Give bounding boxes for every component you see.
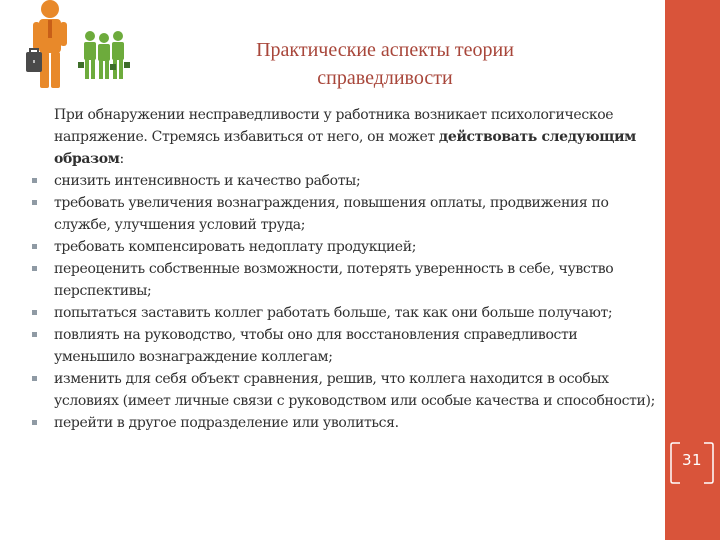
square-bullet-icon	[32, 200, 37, 205]
leader-figure	[33, 0, 67, 88]
team-figures	[84, 31, 124, 79]
list-item-text: снизить интенсивность и качество работы;	[54, 173, 361, 189]
list-item-text: требовать увеличения вознаграждения, повышения оплаты, продвижения по службе, улучшения условий труда;	[54, 195, 609, 233]
square-bullet-icon	[32, 266, 37, 271]
title-line-1: Практические аспекты теории	[256, 39, 514, 61]
slide-title	[175, 36, 595, 92]
bullet-list	[30, 170, 662, 434]
list-item-text: изменить для себя объект сравнения, решив, что коллега находится в особых условиях (имеет личные связи с руководством или особые качества и способности);	[54, 371, 655, 409]
square-bullet-icon	[32, 178, 37, 183]
square-bullet-icon	[32, 376, 37, 381]
page-number: 31	[681, 451, 703, 469]
slide-body	[30, 104, 662, 434]
list-item-text: переоценить собственные возможности, потерять уверенность в себе, чувство перспективы;	[54, 261, 614, 299]
square-bullet-icon	[32, 310, 37, 315]
list-item	[30, 302, 662, 324]
list-item	[30, 170, 662, 192]
intro-paragraph	[54, 104, 662, 170]
businessman-team-icon	[24, 0, 134, 92]
list-item	[30, 412, 662, 434]
title-line-2: справедливости	[317, 67, 453, 89]
square-bullet-icon	[32, 420, 37, 425]
briefcase-icon	[26, 49, 42, 72]
intro-text: При обнаружении несправедливости у работника возникает психологическое напряжение. Стремясь избавиться от него, он может	[54, 107, 614, 145]
intro-emphasis: действовать следующим образом	[54, 129, 636, 167]
square-bullet-icon	[32, 244, 37, 249]
list-item-text: требовать компенсировать недоплату продукцией;	[54, 239, 417, 255]
list-item-text: перейти в другое подразделение или уволиться.	[54, 415, 399, 431]
intro-tail: :	[119, 151, 124, 167]
list-item	[30, 236, 662, 258]
square-bullet-icon	[32, 332, 37, 337]
list-item	[30, 324, 662, 368]
list-item-text: повлиять на руководство, чтобы оно для восстановления справедливости уменьшило вознаграждение коллегам;	[54, 327, 578, 365]
list-item	[30, 258, 662, 302]
list-item-text: попытаться заставить коллег работать больше, так как они больше получают;	[54, 305, 613, 321]
list-item	[30, 368, 662, 412]
list-item	[30, 192, 662, 236]
